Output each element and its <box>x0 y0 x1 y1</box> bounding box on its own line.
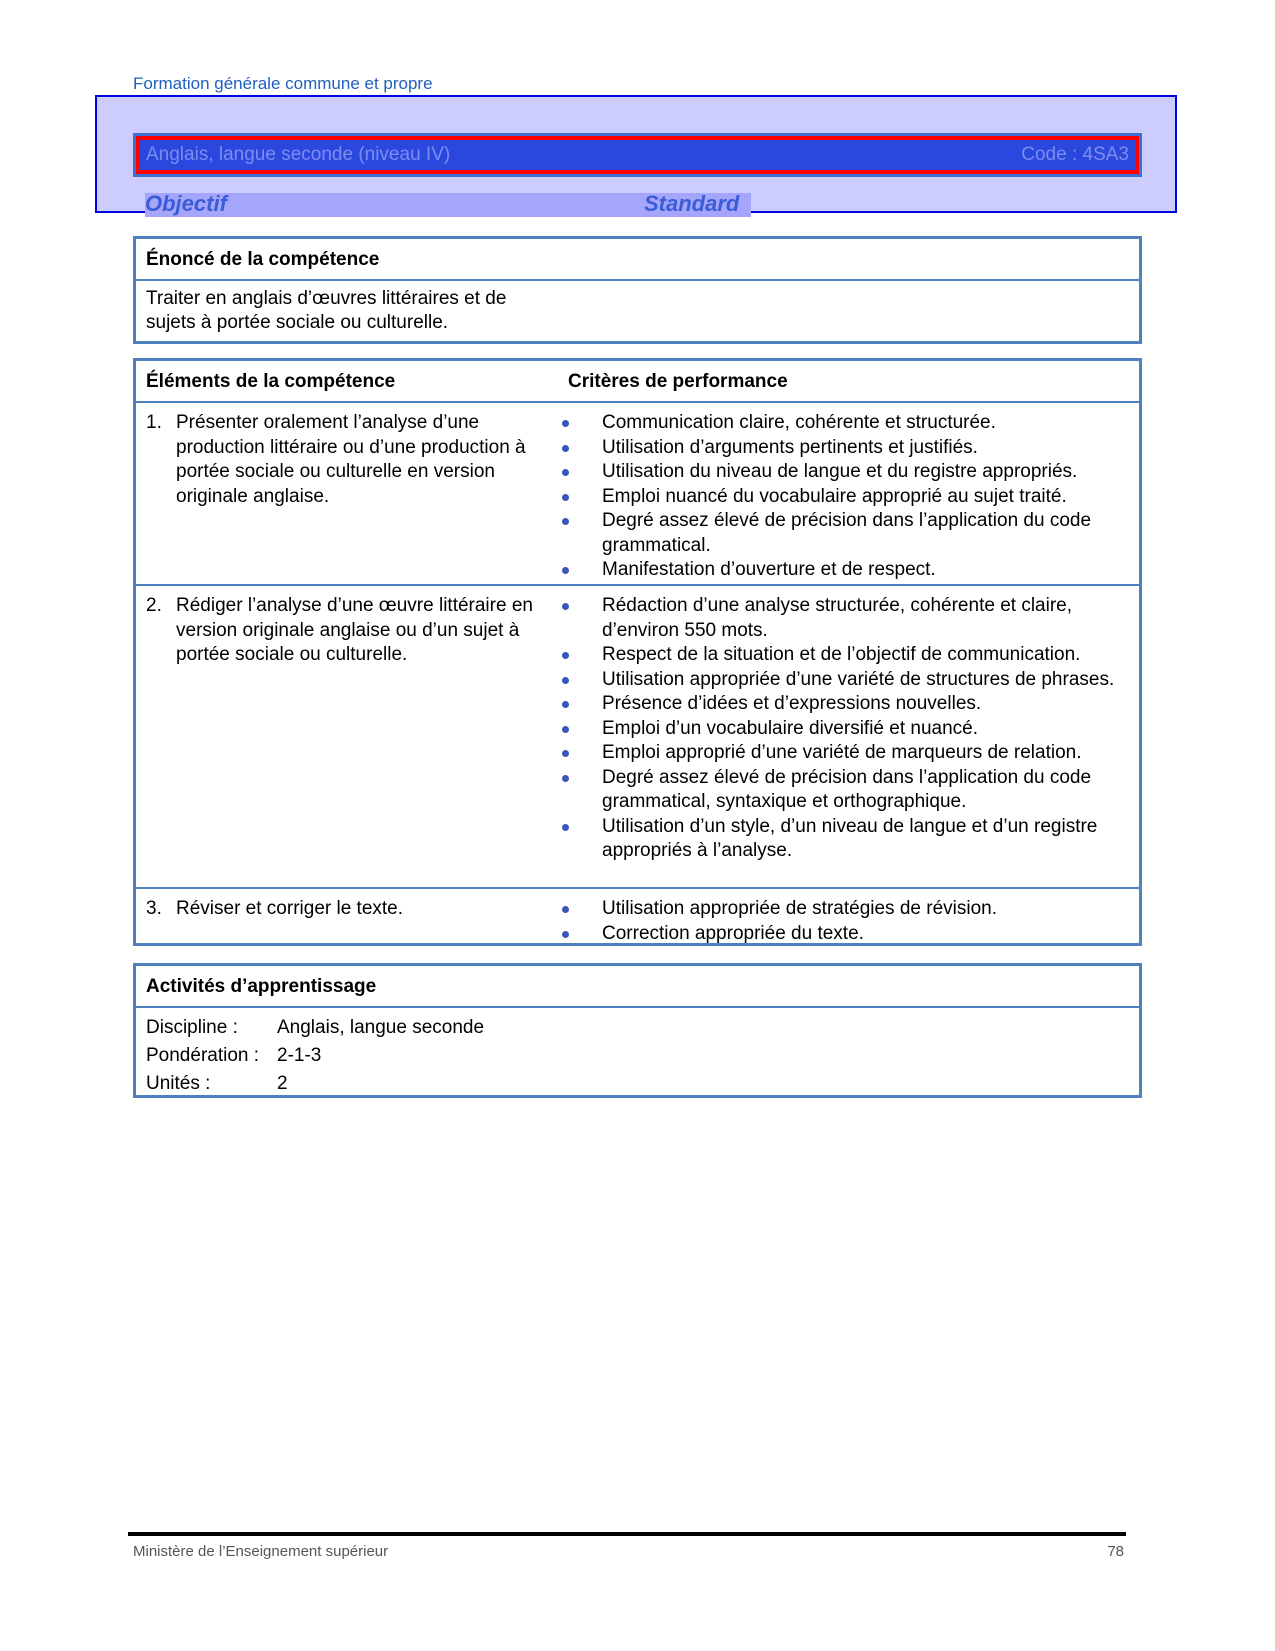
ponderation-line <box>146 1042 1129 1070</box>
activites-box <box>133 963 1142 1098</box>
bullet-icon <box>558 643 602 668</box>
criteria-cell <box>558 897 1129 944</box>
unites-label: Unités : <box>146 1073 211 1094</box>
footer-ministry: Ministère de l’Enseignement supérieur <box>133 1543 389 1560</box>
bullet-icon <box>558 411 602 436</box>
element-cell <box>146 594 558 881</box>
activites-heading: Activités d’apprentissage <box>136 966 1139 1008</box>
table-row <box>136 889 1139 946</box>
enonce-body <box>136 281 1139 335</box>
bullet-icon <box>558 668 602 693</box>
bullet-icon <box>558 509 602 558</box>
bullet-icon <box>558 485 602 510</box>
criterion-item: Utilisation appropriée de stratégies de révision. <box>558 897 1129 922</box>
criterion-item: Correction appropriée du texte. <box>558 922 1129 947</box>
enonce-heading: Énoncé de la compétence <box>136 239 1139 281</box>
col-header-criteres: Critères de performance <box>568 371 788 392</box>
standard-label: Standard <box>644 191 740 216</box>
criterion-item: Utilisation du niveau de langue et du registre appropriés. <box>558 460 1129 485</box>
footer-divider <box>128 1532 1126 1536</box>
program-category: Formation générale commune et propre <box>133 74 433 93</box>
criteria-cell <box>558 411 1129 578</box>
element-cell <box>146 411 558 578</box>
criterion-item: Utilisation d’arguments pertinents et justifiés. <box>558 436 1129 461</box>
element-text: Présenter oralement l’analyse d’une production littéraire ou d’une production à portée sociale ou culturelle en version originale anglaise. <box>176 412 526 507</box>
element-text: Rédiger l’analyse d’une œuvre littéraire en version originale anglaise ou d’un sujet à portée sociale ou culturelle. <box>176 595 533 665</box>
code-value: 4SA3 <box>1082 144 1129 165</box>
bullet-icon <box>558 692 602 717</box>
bullet-icon <box>558 815 602 864</box>
enonce-text-line: sujets à portée sociale ou culturelle. <box>146 312 449 333</box>
elements-table-header <box>136 361 1139 403</box>
objectif-standard-row <box>145 193 751 217</box>
ponderation-label: Pondération : <box>146 1045 260 1066</box>
element-number: 1. <box>146 412 162 433</box>
criterion-item: Manifestation d’ouverture et de respect. <box>558 558 1129 583</box>
discipline-line <box>146 1014 1129 1042</box>
criteria-cell <box>558 594 1129 881</box>
table-row <box>136 586 1139 889</box>
ponderation-value: 2-1-3 <box>277 1045 322 1066</box>
criterion-item: Degré assez élevé de précision dans l’application du code grammatical. <box>558 509 1129 558</box>
criterion-item: Utilisation appropriée d’une variété de structures de phrases. <box>558 668 1129 693</box>
course-code <box>1021 144 1129 166</box>
criterion-item: Communication claire, cohérente et structurée. <box>558 411 1129 436</box>
discipline-label: Discipline : <box>146 1017 238 1038</box>
bullet-icon <box>558 897 602 922</box>
unites-value: 2 <box>277 1073 288 1094</box>
bullet-icon <box>558 741 602 766</box>
bullet-icon <box>558 460 602 485</box>
criterion-item: Respect de la situation et de l’objectif de communication. <box>558 643 1129 668</box>
criterion-item: Emploi approprié d’une variété de marqueurs de relation. <box>558 741 1129 766</box>
bullet-icon <box>558 436 602 461</box>
criterion-item: Utilisation d’un style, d’un niveau de langue et d’un registre appropriés à l’analyse. <box>558 815 1129 864</box>
criterion-item: Degré assez élevé de précision dans l’application du code grammatical, syntaxique et orthographique. <box>558 766 1129 815</box>
unites-line <box>146 1070 1129 1098</box>
elements-table <box>133 358 1142 946</box>
enonce-text-line: Traiter en anglais d’œuvres littéraires et de <box>146 288 507 309</box>
bullet-icon <box>558 594 602 643</box>
col-header-elements: Éléments de la compétence <box>146 371 396 392</box>
course-title-inner <box>136 136 1139 174</box>
discipline-value: Anglais, langue seconde <box>277 1017 485 1038</box>
enonce-box <box>133 236 1142 344</box>
course-title-bar <box>133 133 1142 177</box>
criterion-item: Rédaction d’une analyse structurée, cohérente et claire, d’environ 550 mots. <box>558 594 1129 643</box>
bullet-icon <box>558 922 602 947</box>
bullet-icon <box>558 558 602 583</box>
table-row <box>136 403 1139 586</box>
objectif-label: Objectif <box>145 191 227 216</box>
page-footer <box>133 1543 1124 1560</box>
activites-body <box>136 1008 1139 1098</box>
bullet-icon <box>558 717 602 742</box>
element-cell <box>146 897 558 940</box>
criterion-item: Emploi d’un vocabulaire diversifié et nuancé. <box>558 717 1129 742</box>
element-number: 2. <box>146 595 162 616</box>
criterion-item: Présence d’idées et d’expressions nouvelles. <box>558 692 1129 717</box>
code-label: Code : <box>1021 144 1078 165</box>
element-number: 3. <box>146 898 162 919</box>
element-text: Réviser et corriger le texte. <box>176 898 404 919</box>
criterion-item: Emploi nuancé du vocabulaire approprié au sujet traité. <box>558 485 1129 510</box>
page-number: 78 <box>1107 1543 1124 1560</box>
bullet-icon <box>558 766 602 815</box>
course-title: Anglais, langue seconde (niveau IV) <box>146 144 451 165</box>
